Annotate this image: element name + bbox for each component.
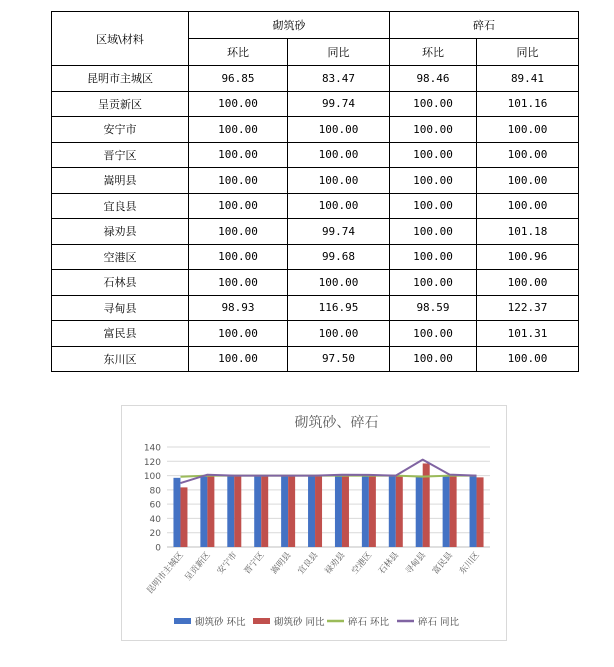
value-cell: 100.00	[390, 219, 477, 245]
value-cell: 100.00	[477, 270, 579, 296]
y-tick-label: 20	[149, 529, 161, 540]
bar-sand-yoy	[180, 487, 187, 547]
value-cell: 100.00	[390, 270, 477, 296]
value-cell: 122.37	[477, 295, 579, 321]
bar-sand-yoy	[207, 476, 214, 547]
bar-sand-yoy	[288, 476, 295, 547]
value-cell: 101.18	[477, 219, 579, 245]
table-row	[52, 219, 579, 245]
region-cell: 富民县	[52, 321, 189, 347]
x-tick-label: 宜良县	[296, 550, 321, 577]
bar-sand-mom	[362, 476, 369, 547]
value-cell: 100.00	[390, 346, 477, 372]
value-cell: 101.31	[477, 321, 579, 347]
value-cell: 98.59	[390, 295, 477, 321]
y-tick-label: 140	[143, 443, 161, 454]
corner-header: 区域\材料	[52, 12, 189, 66]
value-cell: 100.00	[390, 117, 477, 143]
table-row	[52, 346, 579, 372]
x-tick-label: 空港区	[350, 550, 375, 577]
bar-sand-yoy	[342, 476, 349, 547]
region-cell: 寻甸县	[52, 295, 189, 321]
price-index-table	[51, 11, 579, 372]
value-cell: 100.00	[288, 321, 390, 347]
bar-sand-mom	[416, 476, 423, 547]
bar-sand-mom	[335, 476, 342, 547]
region-cell: 宜良县	[52, 193, 189, 219]
region-cell: 嵩明县	[52, 168, 189, 194]
group-header-gravel: 碎石	[390, 12, 579, 39]
value-cell: 100.00	[390, 244, 477, 270]
x-tick-label: 昆明市主城区	[145, 550, 186, 597]
value-cell: 100.00	[390, 142, 477, 168]
value-cell: 100.00	[189, 321, 288, 347]
legend-swatch	[253, 618, 270, 624]
region-cell: 呈贡新区	[52, 91, 189, 117]
region-cell: 安宁市	[52, 117, 189, 143]
value-cell: 100.00	[390, 91, 477, 117]
legend-label: 碎石 环比	[348, 617, 390, 628]
bar-sand-mom	[281, 476, 288, 547]
bar-sand-yoy	[450, 476, 457, 547]
bar-sand-yoy	[234, 476, 241, 547]
value-cell: 96.85	[189, 66, 288, 92]
legend-label: 砌筑砂 同比	[274, 617, 325, 628]
bar-sand-mom	[173, 478, 180, 547]
table-row	[52, 321, 579, 347]
legend-label: 砌筑砂 环比	[195, 617, 246, 628]
combo-chart	[122, 406, 506, 640]
value-cell: 100.00	[477, 168, 579, 194]
legend-label: 碎石 同比	[418, 617, 460, 628]
sub-header: 环比	[189, 39, 288, 66]
region-cell: 石林县	[52, 270, 189, 296]
table-row	[52, 142, 579, 168]
table-row	[52, 66, 579, 92]
bar-sand-mom	[254, 476, 261, 547]
value-cell: 100.96	[477, 244, 579, 270]
value-cell: 97.50	[288, 346, 390, 372]
value-cell: 100.00	[189, 168, 288, 194]
value-cell: 100.00	[477, 193, 579, 219]
group-header-sand: 砌筑砂	[189, 12, 390, 39]
table-row	[52, 270, 579, 296]
x-tick-label: 嵩明县	[269, 550, 294, 577]
line-gravel-yoy	[181, 460, 477, 484]
table-row	[52, 295, 579, 321]
x-tick-label: 晋宁区	[242, 550, 267, 577]
table-row	[52, 244, 579, 270]
region-cell: 禄劝县	[52, 219, 189, 245]
bar-sand-mom	[470, 476, 477, 547]
y-tick-label: 60	[149, 500, 161, 511]
x-tick-label: 寻甸县	[403, 550, 429, 577]
x-tick-label: 禄劝县	[323, 550, 348, 577]
value-cell: 100.00	[189, 219, 288, 245]
value-cell: 99.74	[288, 91, 390, 117]
legend-swatch	[174, 618, 191, 624]
y-tick-label: 40	[149, 514, 161, 525]
value-cell: 99.74	[288, 219, 390, 245]
sub-header: 同比	[477, 39, 579, 66]
value-cell: 100.00	[189, 346, 288, 372]
value-cell: 98.46	[390, 66, 477, 92]
table-body	[52, 66, 579, 372]
y-tick-label: 120	[143, 457, 161, 468]
value-cell: 100.00	[189, 91, 288, 117]
x-tick-label: 石林县	[377, 550, 402, 577]
value-cell: 83.47	[288, 66, 390, 92]
bar-sand-yoy	[261, 476, 268, 547]
y-tick-label: 80	[149, 486, 161, 497]
table-row	[52, 193, 579, 219]
bar-sand-mom	[200, 476, 207, 547]
value-cell: 100.00	[288, 142, 390, 168]
value-cell: 100.00	[189, 117, 288, 143]
region-cell: 空港区	[52, 244, 189, 270]
bar-sand-yoy	[315, 476, 322, 547]
table-row	[52, 117, 579, 143]
value-cell: 116.95	[288, 295, 390, 321]
value-cell: 98.93	[189, 295, 288, 321]
bar-sand-mom	[443, 476, 450, 547]
value-cell: 100.00	[189, 244, 288, 270]
bar-sand-mom	[308, 476, 315, 547]
table-row	[52, 168, 579, 194]
chart-container	[121, 405, 507, 641]
value-cell: 100.00	[477, 142, 579, 168]
value-cell: 100.00	[390, 321, 477, 347]
value-cell: 100.00	[477, 117, 579, 143]
bar-sand-yoy	[396, 476, 403, 547]
value-cell: 89.41	[477, 66, 579, 92]
value-cell: 100.00	[390, 193, 477, 219]
region-cell: 昆明市主城区	[52, 66, 189, 92]
bar-sand-mom	[389, 476, 396, 547]
y-tick-label: 100	[143, 472, 161, 483]
value-cell: 101.16	[477, 91, 579, 117]
table-row	[52, 91, 579, 117]
chart-title: 砌筑砂、碎石	[294, 415, 379, 431]
x-tick-label: 富民县	[430, 550, 455, 577]
bar-sand-yoy	[477, 477, 484, 547]
value-cell: 100.00	[477, 346, 579, 372]
sub-header: 同比	[288, 39, 390, 66]
value-cell: 100.00	[189, 142, 288, 168]
x-tick-label: 东川区	[457, 550, 482, 577]
value-cell: 100.00	[189, 270, 288, 296]
x-tick-label: 呈贡新区	[183, 550, 213, 583]
value-cell: 100.00	[189, 193, 288, 219]
value-cell: 100.00	[288, 117, 390, 143]
x-tick-label: 安宁市	[215, 550, 240, 577]
value-cell: 100.00	[288, 168, 390, 194]
bar-sand-mom	[227, 476, 234, 547]
region-cell: 东川区	[52, 346, 189, 372]
region-cell: 晋宁区	[52, 142, 189, 168]
bar-sand-yoy	[369, 476, 376, 547]
value-cell: 100.00	[288, 270, 390, 296]
value-cell: 99.68	[288, 244, 390, 270]
y-tick-label: 0	[155, 543, 161, 554]
sub-header: 环比	[390, 39, 477, 66]
value-cell: 100.00	[288, 193, 390, 219]
value-cell: 100.00	[390, 168, 477, 194]
